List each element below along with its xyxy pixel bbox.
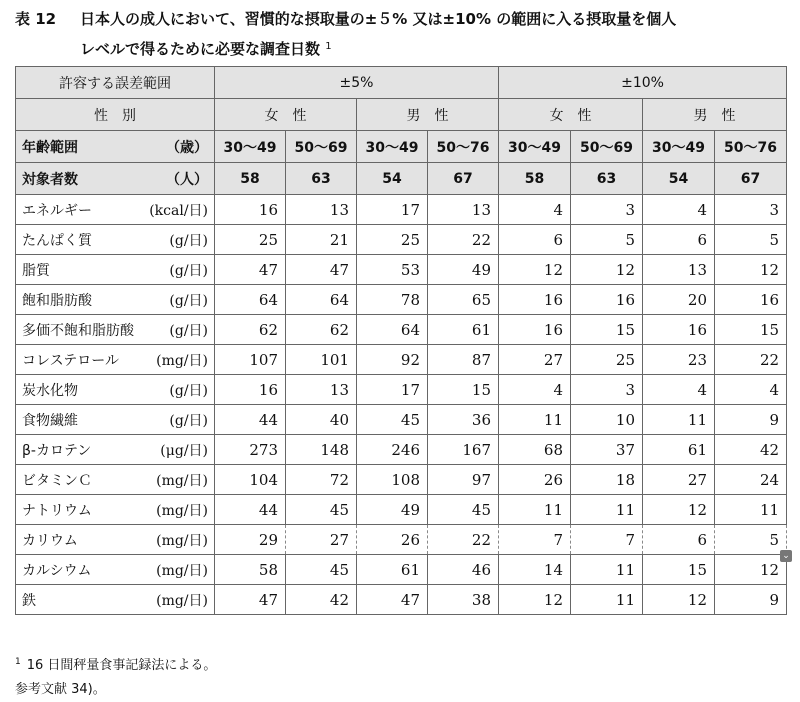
error-range-row bbox=[16, 67, 787, 99]
value-cell: 17 bbox=[357, 195, 428, 225]
value-cell: 44 bbox=[215, 405, 286, 435]
value-cell: 273 bbox=[215, 435, 286, 465]
value-cell: 3 bbox=[715, 195, 787, 225]
nutrient-label bbox=[16, 225, 215, 255]
value-cell: 11 bbox=[715, 495, 787, 525]
sex-header-2: 男 性 bbox=[357, 99, 499, 131]
value-cell: 22 bbox=[428, 225, 499, 255]
nutrient-label bbox=[16, 315, 215, 345]
nutrient-unit: (g/日) bbox=[169, 322, 208, 339]
sex-header-4: 男 性 bbox=[643, 99, 787, 131]
table-title bbox=[15, 6, 790, 63]
age-header-1: 30～49 bbox=[215, 131, 286, 163]
nutrient-label bbox=[16, 435, 215, 465]
value-cell: 15 bbox=[428, 375, 499, 405]
value-cell: 148 bbox=[286, 435, 357, 465]
value-cell: 61 bbox=[357, 555, 428, 585]
value-cell: 10 bbox=[571, 405, 643, 435]
value-cell: 5 bbox=[571, 225, 643, 255]
value-cell: 37 bbox=[571, 435, 643, 465]
nutrient-name: カルシウム bbox=[22, 562, 92, 579]
nutrient-label bbox=[16, 555, 215, 585]
nutrient-unit: (g/日) bbox=[169, 292, 208, 309]
value-cell: 68 bbox=[499, 435, 571, 465]
value-cell: 11 bbox=[499, 405, 571, 435]
value-cell: 4 bbox=[715, 375, 787, 405]
subjects-count: 54 bbox=[643, 163, 715, 195]
value-cell: 40 bbox=[286, 405, 357, 435]
value-cell: 58 bbox=[215, 555, 286, 585]
value-cell: 61 bbox=[428, 315, 499, 345]
table-row bbox=[16, 555, 787, 585]
nutrient-unit: (μg/日) bbox=[160, 442, 208, 459]
value-cell: 16 bbox=[715, 285, 787, 315]
title-footnote-mark: 1 bbox=[325, 41, 332, 52]
nutrient-name: カリウム bbox=[22, 532, 78, 549]
value-cell: 27 bbox=[643, 465, 715, 495]
value-cell: 13 bbox=[286, 195, 357, 225]
value-cell: 92 bbox=[357, 345, 428, 375]
nutrient-name: ビタミンＣ bbox=[22, 472, 92, 489]
value-cell: 12 bbox=[571, 255, 643, 285]
nutrient-name: β-カロテン bbox=[22, 442, 92, 459]
age-header-8: 50～76 bbox=[715, 131, 787, 163]
value-cell: 45 bbox=[428, 495, 499, 525]
value-cell: 12 bbox=[643, 585, 715, 615]
value-cell: 64 bbox=[286, 285, 357, 315]
value-cell: 167 bbox=[428, 435, 499, 465]
nutrient-name: 飽和脂肪酸 bbox=[22, 292, 92, 309]
value-cell: 6 bbox=[499, 225, 571, 255]
value-cell: 15 bbox=[571, 315, 643, 345]
value-cell: 9 bbox=[715, 405, 787, 435]
value-cell: 72 bbox=[286, 465, 357, 495]
nutrient-unit: (mg/日) bbox=[156, 352, 208, 369]
value-cell: 64 bbox=[357, 315, 428, 345]
subjects-count: 63 bbox=[286, 163, 357, 195]
nutrient-label bbox=[16, 405, 215, 435]
subjects-count: 54 bbox=[357, 163, 428, 195]
intake-days-table bbox=[15, 66, 787, 615]
value-cell: 42 bbox=[286, 585, 357, 615]
value-cell[interactable]: 29 bbox=[215, 525, 286, 555]
nutrient-name: 食物繊維 bbox=[22, 412, 78, 429]
age-label: 年齢範囲 （歳） bbox=[16, 131, 215, 163]
value-cell: 65 bbox=[428, 285, 499, 315]
value-cell: 47 bbox=[215, 585, 286, 615]
age-header-4: 50～76 bbox=[428, 131, 499, 163]
age-header-6: 50～69 bbox=[571, 131, 643, 163]
nutrient-label bbox=[16, 585, 215, 615]
value-cell: 42 bbox=[715, 435, 787, 465]
value-cell: 5 bbox=[715, 225, 787, 255]
value-cell: 20 bbox=[643, 285, 715, 315]
nutrient-label bbox=[16, 495, 215, 525]
value-cell: 101 bbox=[286, 345, 357, 375]
value-cell: 13 bbox=[428, 195, 499, 225]
nutrient-unit: (g/日) bbox=[169, 262, 208, 279]
value-cell: 26 bbox=[499, 465, 571, 495]
value-cell: 49 bbox=[428, 255, 499, 285]
value-cell: 25 bbox=[215, 225, 286, 255]
subjects-count: 67 bbox=[428, 163, 499, 195]
table-row bbox=[16, 345, 787, 375]
title-text-1: 日本人の成人において、習慣的な摂取量の±５% 又は±10% の範囲に入る摂取量を個人 bbox=[80, 10, 677, 28]
sex-header-3: 女 性 bbox=[499, 99, 643, 131]
value-cell: 53 bbox=[357, 255, 428, 285]
nutrient-unit: (kcal/日) bbox=[149, 202, 208, 219]
value-cell: 11 bbox=[643, 405, 715, 435]
value-cell: 27 bbox=[499, 345, 571, 375]
value-cell: 61 bbox=[643, 435, 715, 465]
table-row bbox=[16, 465, 787, 495]
subjects-count: 58 bbox=[215, 163, 286, 195]
table-row bbox=[16, 255, 787, 285]
table-number: 表 12 bbox=[15, 10, 57, 28]
nutrient-name: コレステロール bbox=[22, 352, 120, 369]
value-cell: 11 bbox=[571, 555, 643, 585]
value-cell: 17 bbox=[357, 375, 428, 405]
value-cell: 24 bbox=[715, 465, 787, 495]
value-cell: 6 bbox=[643, 225, 715, 255]
value-cell[interactable]: 7 bbox=[571, 525, 643, 555]
value-cell: 38 bbox=[428, 585, 499, 615]
footnotes bbox=[15, 650, 216, 702]
nutrient-label bbox=[16, 255, 215, 285]
footnote-reference: 参考文献 34)。 bbox=[15, 682, 106, 697]
value-cell: 16 bbox=[571, 285, 643, 315]
value-cell: 13 bbox=[643, 255, 715, 285]
value-cell[interactable]: 26 bbox=[357, 525, 428, 555]
title-line-1 bbox=[15, 6, 790, 33]
value-cell: 23 bbox=[643, 345, 715, 375]
nutrient-label bbox=[16, 525, 215, 555]
nutrient-label bbox=[16, 375, 215, 405]
nutrient-unit: (g/日) bbox=[169, 412, 208, 429]
subjects-count: 58 bbox=[499, 163, 571, 195]
table-row bbox=[16, 435, 787, 465]
value-cell: 15 bbox=[715, 315, 787, 345]
value-cell: 104 bbox=[215, 465, 286, 495]
table-row bbox=[16, 285, 787, 315]
table-row bbox=[16, 375, 787, 405]
title-line-2 bbox=[15, 33, 790, 63]
nutrient-name: ナトリウム bbox=[22, 502, 92, 519]
value-cell: 16 bbox=[643, 315, 715, 345]
error-range-label: 許容する誤差範囲 bbox=[16, 67, 215, 99]
footnote-1: $^1$ 16 日間秤量食事記録法による。 bbox=[15, 657, 217, 673]
value-cell: 4 bbox=[643, 375, 715, 405]
age-row bbox=[16, 131, 787, 163]
title-text-2: レベルで得るために必要な調査日数 bbox=[80, 40, 321, 58]
value-cell: 12 bbox=[643, 495, 715, 525]
value-cell: 16 bbox=[499, 285, 571, 315]
value-cell: 45 bbox=[357, 405, 428, 435]
value-cell: 97 bbox=[428, 465, 499, 495]
value-cell: 36 bbox=[428, 405, 499, 435]
nutrient-name: 多価不飽和脂肪酸 bbox=[22, 322, 134, 339]
nutrient-label bbox=[16, 345, 215, 375]
value-cell: 4 bbox=[499, 375, 571, 405]
value-cell: 25 bbox=[571, 345, 643, 375]
value-cell: 47 bbox=[357, 585, 428, 615]
nutrient-name: 鉄 bbox=[22, 592, 36, 609]
range-10-header: ±10% bbox=[499, 67, 787, 99]
sex-header-1: 女 性 bbox=[215, 99, 357, 131]
value-cell: 49 bbox=[357, 495, 428, 525]
nutrient-unit: (mg/日) bbox=[156, 532, 208, 549]
value-cell: 4 bbox=[499, 195, 571, 225]
value-cell: 22 bbox=[715, 345, 787, 375]
value-cell: 12 bbox=[715, 555, 787, 585]
nutrient-unit: (g/日) bbox=[169, 232, 208, 249]
age-header-5: 30～49 bbox=[499, 131, 571, 163]
age-header-3: 30～49 bbox=[357, 131, 428, 163]
value-cell: 12 bbox=[499, 255, 571, 285]
value-cell: 62 bbox=[215, 315, 286, 345]
value-cell: 46 bbox=[428, 555, 499, 585]
value-cell: 44 bbox=[215, 495, 286, 525]
age-header-2: 50～69 bbox=[286, 131, 357, 163]
nutrient-unit: (g/日) bbox=[169, 382, 208, 399]
value-cell: 47 bbox=[215, 255, 286, 285]
value-cell: 13 bbox=[286, 375, 357, 405]
value-cell: 18 bbox=[571, 465, 643, 495]
table-row bbox=[16, 195, 787, 225]
nutrient-name: 脂質 bbox=[22, 262, 50, 279]
nutrient-unit: (mg/日) bbox=[156, 592, 208, 609]
value-cell: 12 bbox=[715, 255, 787, 285]
value-cell: 45 bbox=[286, 555, 357, 585]
table-row bbox=[16, 585, 787, 615]
value-cell: 246 bbox=[357, 435, 428, 465]
value-cell: 16 bbox=[499, 315, 571, 345]
table-row bbox=[16, 405, 787, 435]
value-cell: 47 bbox=[286, 255, 357, 285]
sex-row bbox=[16, 99, 787, 131]
nutrient-name: 炭水化物 bbox=[22, 382, 78, 399]
sex-label: 性 別 bbox=[16, 99, 215, 131]
nutrient-name: エネルギー bbox=[22, 202, 92, 219]
value-cell[interactable]: 6 bbox=[643, 525, 715, 555]
nutrient-label bbox=[16, 285, 215, 315]
value-cell: 107 bbox=[215, 345, 286, 375]
table-row bbox=[16, 495, 787, 525]
range-5-header: ±5% bbox=[215, 67, 499, 99]
value-cell: 87 bbox=[428, 345, 499, 375]
value-cell: 16 bbox=[215, 195, 286, 225]
nutrient-name: たんぱく質 bbox=[22, 232, 92, 249]
value-cell: 11 bbox=[571, 495, 643, 525]
value-cell: 64 bbox=[215, 285, 286, 315]
value-cell: 4 bbox=[643, 195, 715, 225]
value-cell: 62 bbox=[286, 315, 357, 345]
value-cell[interactable]: 22 bbox=[428, 525, 499, 555]
subjects-row bbox=[16, 163, 787, 195]
value-cell: 45 bbox=[286, 495, 357, 525]
value-cell: 9 bbox=[715, 585, 787, 615]
nutrient-label bbox=[16, 195, 215, 225]
nutrient-unit: (mg/日) bbox=[156, 472, 208, 489]
value-cell: 3 bbox=[571, 195, 643, 225]
value-cell: 14 bbox=[499, 555, 571, 585]
value-cell: 11 bbox=[499, 495, 571, 525]
table-row bbox=[16, 315, 787, 345]
value-cell[interactable]: 7 bbox=[499, 525, 571, 555]
value-cell[interactable]: 5 bbox=[715, 525, 787, 555]
nutrient-label bbox=[16, 465, 215, 495]
nutrient-unit: (mg/日) bbox=[156, 502, 208, 519]
nutrient-unit: (mg/日) bbox=[156, 562, 208, 579]
value-cell[interactable]: 27 bbox=[286, 525, 357, 555]
subjects-label: 対象者数 （人） bbox=[16, 163, 215, 195]
age-header-7: 30～49 bbox=[643, 131, 715, 163]
value-cell: 3 bbox=[571, 375, 643, 405]
table-row bbox=[16, 525, 787, 555]
value-cell: 78 bbox=[357, 285, 428, 315]
table-row bbox=[16, 225, 787, 255]
value-cell: 108 bbox=[357, 465, 428, 495]
value-cell: 15 bbox=[643, 555, 715, 585]
cell-dropdown-icon[interactable]: ⌄ bbox=[780, 550, 792, 562]
value-cell: 21 bbox=[286, 225, 357, 255]
subjects-count: 63 bbox=[571, 163, 643, 195]
subjects-count: 67 bbox=[715, 163, 787, 195]
value-cell: 25 bbox=[357, 225, 428, 255]
value-cell: 11 bbox=[571, 585, 643, 615]
value-cell: 12 bbox=[499, 585, 571, 615]
value-cell: 16 bbox=[215, 375, 286, 405]
